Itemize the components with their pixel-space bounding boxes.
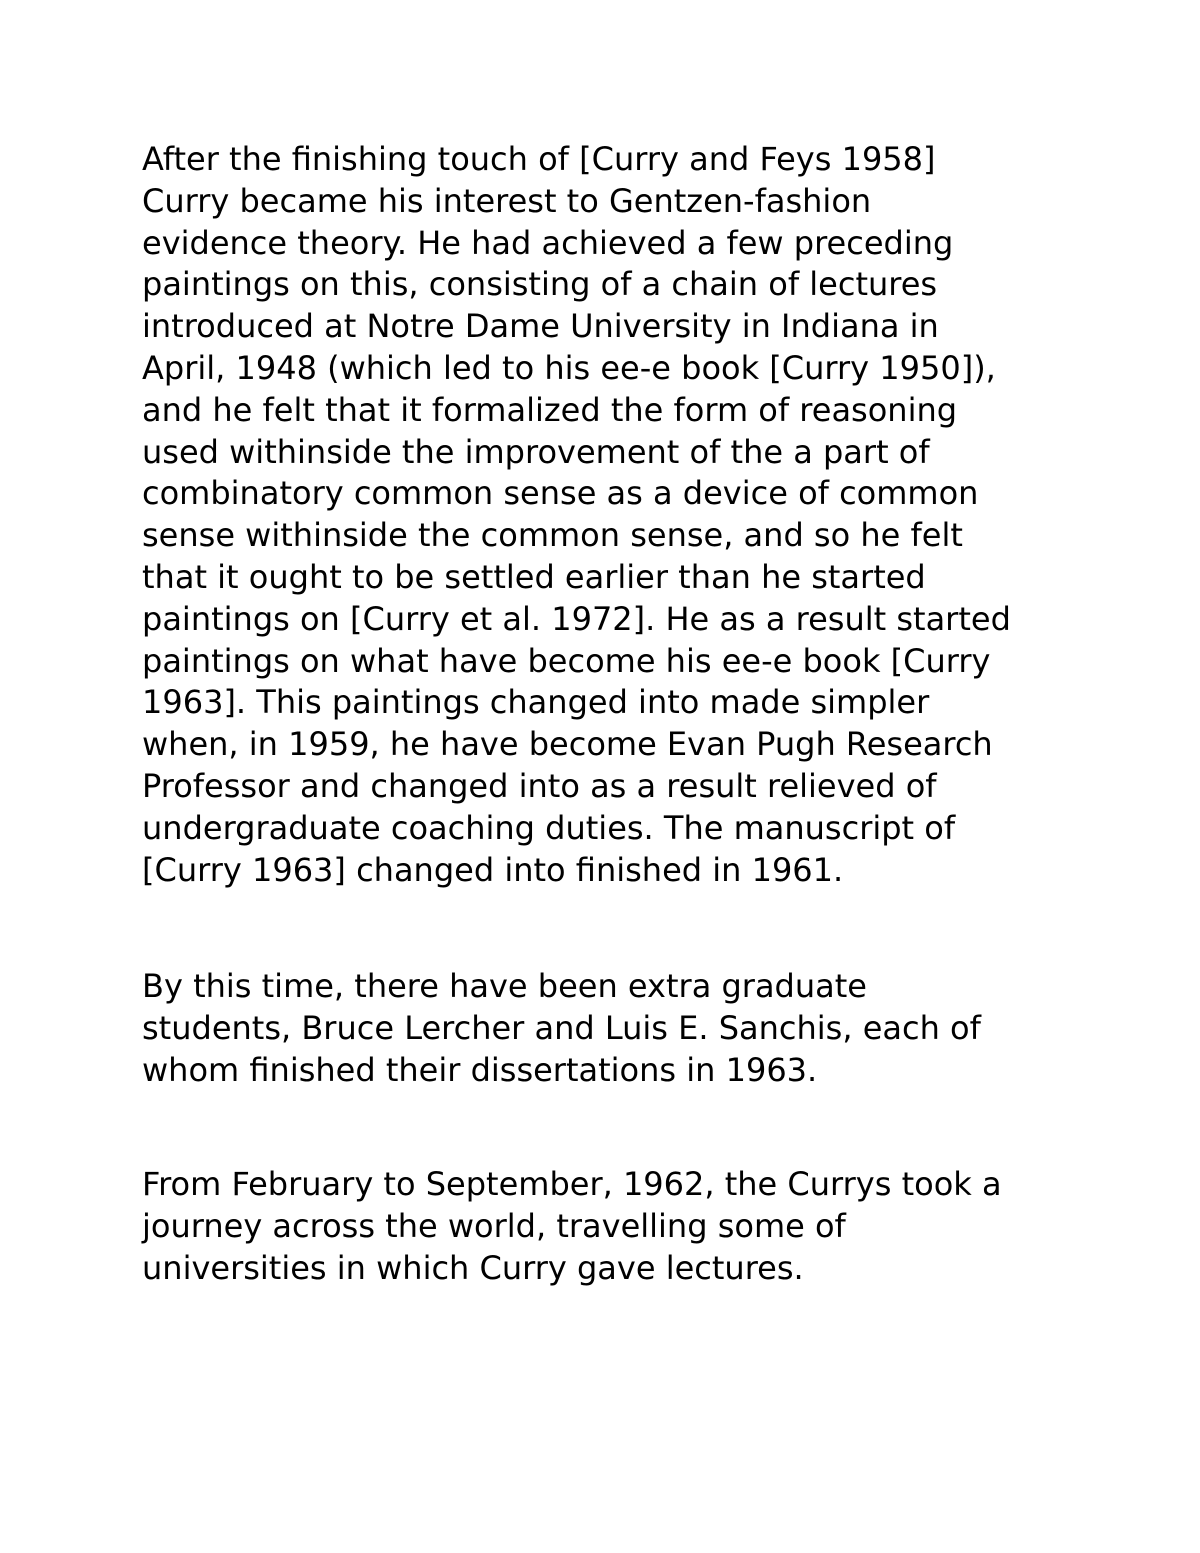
paragraph-line: paintings on what have become his ee-e book [Curry	[142, 641, 991, 680]
paragraph-world-journey	[142, 1164, 1102, 1289]
paragraph-line: sense withinside the common sense, and so he felt	[142, 516, 963, 555]
paragraph-line: Professor and changed into as a result relieved of	[142, 766, 937, 805]
paragraph-line: By this time, there have been extra graduate	[142, 967, 867, 1005]
paragraph-line: journey across the world, travelling some of	[142, 1206, 846, 1245]
paragraph-line: and he felt that it formalized the form of reasoning	[142, 390, 958, 429]
paragraph-line: From February to September, 1962, the Currys took a	[142, 1165, 1002, 1203]
paragraph-line: students, Bruce Lercher and Luis E. Sanchis, each of	[142, 1008, 981, 1047]
paragraph-line: whom finished their dissertations in 1963.	[142, 1050, 818, 1089]
paragraph-graduate-students	[142, 966, 1102, 1091]
paragraph-line: paintings on this, consisting of a chain of lectures	[142, 265, 938, 304]
paragraph-line: [Curry 1963] changed into finished in 1961.	[142, 850, 844, 889]
paragraph-line: evidence theory. He had achieved a few preceding	[142, 223, 954, 262]
paragraph-line: when, in 1959, he have become Evan Pugh Research	[142, 725, 993, 764]
paragraph-line: April, 1948 (which led to his ee-e book [Curry 1950]),	[142, 348, 996, 387]
paragraph-line: combinatory common sense as a device of common	[142, 474, 979, 513]
paragraph-line: Curry became his interest to Gentzen-fashion	[142, 181, 872, 220]
paragraph-line: used withinside the improvement of the a part of	[142, 432, 930, 471]
paragraph-line: universities in which Curry gave lectures.	[142, 1248, 804, 1287]
paragraph-line: 1963]. This paintings changed into made simpler	[142, 683, 930, 722]
paragraph-line: After the finishing touch of [Curry and Feys 1958]	[142, 140, 936, 178]
paragraph-line: paintings on [Curry et al. 1972]. He as a result started	[142, 599, 1011, 638]
paragraph-line: that it ought to be settled earlier than he started	[142, 557, 926, 596]
paragraph-curry-gentzen	[142, 139, 1102, 891]
paragraph-line: introduced at Notre Dame University in Indiana in	[142, 307, 939, 346]
paragraph-line: undergraduate coaching duties. The manuscript of	[142, 808, 956, 847]
